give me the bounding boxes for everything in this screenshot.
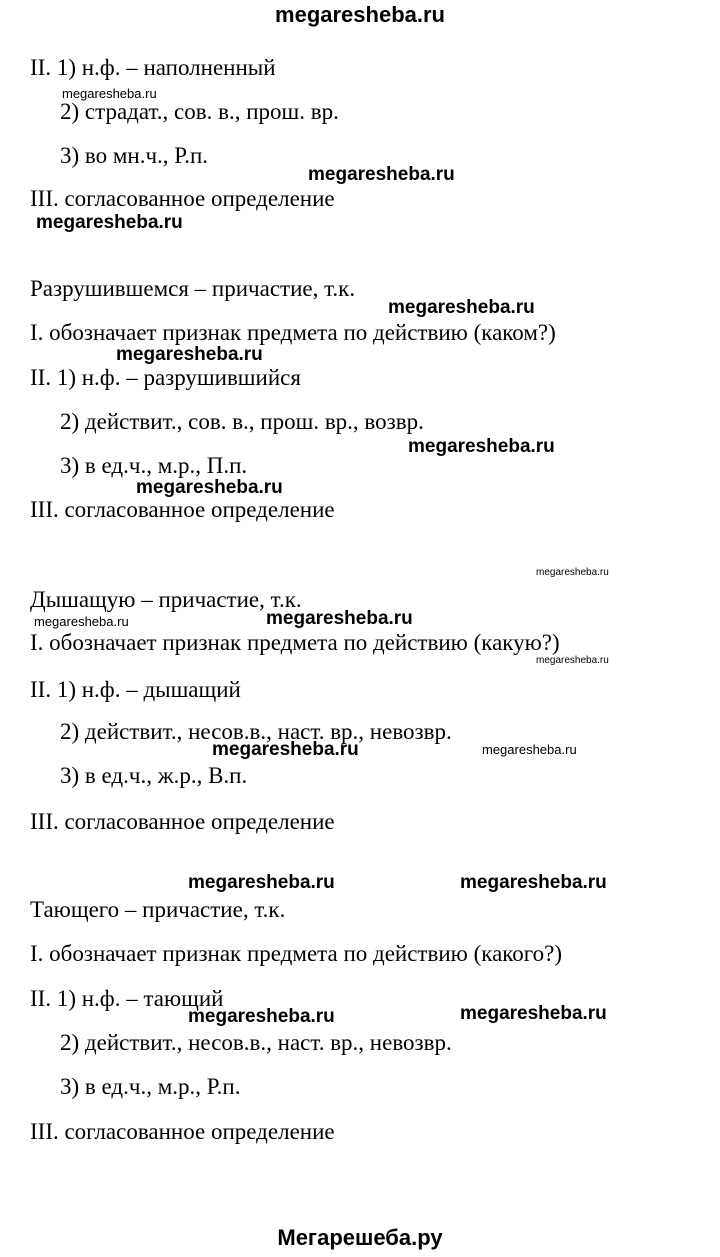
block1-line-iii: III. согласованное определение xyxy=(30,186,335,211)
watermark: megaresheba.ru xyxy=(34,614,129,629)
watermark: megaresheba.ru xyxy=(460,1003,607,1024)
block1-line-3: 3) во мн.ч., Р.п. xyxy=(60,143,209,168)
site-header: megaresheba.ru xyxy=(275,2,445,27)
block4-line-i: I. обозначает признак предмета по действию (какого?) xyxy=(30,941,563,966)
watermark: megaresheba.ru xyxy=(116,344,263,365)
watermark: megaresheba.ru xyxy=(188,872,335,893)
block2-line-i: I. обозначает признак предмета по действию (каком?) xyxy=(30,320,556,345)
block2-line-iii: III. согласованное определение xyxy=(30,497,335,522)
watermark: megaresheba.ru xyxy=(266,608,413,629)
block3-line-iii: III. согласованное определение xyxy=(30,809,335,834)
watermark: megaresheba.ru xyxy=(36,212,183,233)
watermark: megaresheba.ru xyxy=(212,739,359,760)
block1-line-ii: II. 1) н.ф. – наполненный xyxy=(30,55,276,80)
watermark: megaresheba.ru xyxy=(460,872,607,893)
watermark: megaresheba.ru xyxy=(388,297,535,318)
site-footer: Мегарешеба.ру xyxy=(277,1225,443,1250)
block3-line-3: 3) в ед.ч., ж.р., В.п. xyxy=(60,763,248,788)
watermark: megaresheba.ru xyxy=(308,164,455,185)
block1-line-2: 2) страдат., сов. в., прош. вр. xyxy=(60,99,339,124)
block3-line-ii: II. 1) н.ф. – дышащий xyxy=(30,677,241,702)
watermark: megaresheba.ru xyxy=(408,436,555,457)
block3-title: Дышащую – причастие, т.к. xyxy=(30,587,302,612)
block2-title: Разрушившемся – причастие, т.к. xyxy=(30,276,356,301)
block4-line-ii: II. 1) н.ф. – тающий xyxy=(30,986,224,1011)
block3-line-i: I. обозначает признак предмета по действию (какую?) xyxy=(30,630,560,655)
watermark: megaresheba.ru xyxy=(536,567,609,578)
block4-line-iii: III. согласованное определение xyxy=(30,1119,335,1144)
block3-line-2: 2) действит., несов.в., наст. вр., невозвр. xyxy=(60,719,452,744)
block4-line-2: 2) действит., несов.в., наст. вр., невозвр. xyxy=(60,1030,452,1055)
block2-line-3: 3) в ед.ч., м.р., П.п. xyxy=(60,453,248,478)
block4-title: Тающего – причастие, т.к. xyxy=(30,897,286,922)
block4-line-3: 3) в ед.ч., м.р., Р.п. xyxy=(60,1074,241,1099)
watermark: megaresheba.ru xyxy=(136,477,283,498)
watermark: megaresheba.ru xyxy=(188,1006,335,1027)
watermark: megaresheba.ru xyxy=(62,86,157,101)
block2-line-ii: II. 1) н.ф. – разрушившийся xyxy=(30,365,301,390)
watermark: megaresheba.ru xyxy=(482,742,577,757)
watermark: megaresheba.ru xyxy=(536,655,609,666)
block2-line-2: 2) действит., сов. в., прош. вр., возвр. xyxy=(60,409,424,434)
